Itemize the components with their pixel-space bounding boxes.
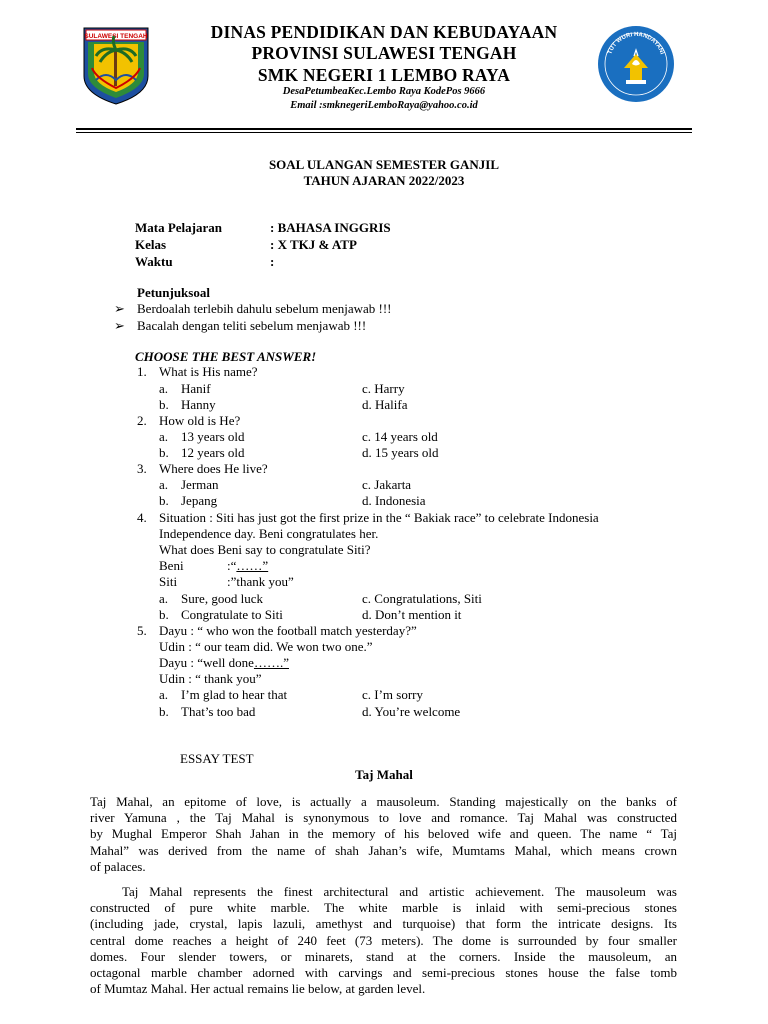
question-number: 4. xyxy=(137,510,147,525)
passage-line: domes. Four slender towers, or minarets, stand at the corners. Inside the mausoleum, an xyxy=(90,948,677,964)
header-divider-thick xyxy=(76,128,692,130)
option-b: That’s too bad xyxy=(181,704,256,719)
question-text: What does Beni say to congratulate Siti? xyxy=(159,542,371,557)
option-c: c. Jakarta xyxy=(362,477,412,492)
option-d: d. Halifa xyxy=(362,397,408,412)
dialog-speaker: Beni xyxy=(159,558,184,573)
arrow-bullet-icon: ➢ xyxy=(114,318,125,333)
info-value-time: : xyxy=(270,254,275,269)
logo-text-tut-wuri-handayani: TUT WURI HANDAYANI xyxy=(607,31,665,56)
option-a: Sure, good luck xyxy=(181,591,263,606)
instruction-item: Berdoalah terlebih dahulu sebelum menjawab !!! xyxy=(137,301,392,316)
header-agency: DINAS PENDIDIKAN DAN KEBUDAYAAN xyxy=(210,22,558,42)
passage-line: Taj Mahal, an epitome of love, is actually a mausoleum. Standing majestically on the banks of xyxy=(90,794,677,809)
option-letter: b. xyxy=(159,607,169,622)
exam-title: SOAL ULANGAN SEMESTER GANJIL xyxy=(268,157,500,172)
passage-line: Mahal” was derived from the name of shah Jahan’s wife, Mumtams Mahal, which means crown xyxy=(90,842,677,858)
info-label-class: Kelas xyxy=(135,237,167,252)
option-b: Congratulate to Siti xyxy=(181,607,283,622)
passage-line: of Mumtaz Mahal. Her actual remains lie below, at garden level. xyxy=(90,981,426,997)
option-d: d. Indonesia xyxy=(362,493,426,508)
question-text: Situation : Siti has just got the first prize in the “ Bakiak race” to celebrate Indonesia xyxy=(159,510,599,525)
passage-line: constructed of pure white marble. The white marble is inlaid with semi-precious stones xyxy=(90,900,677,916)
question-text: Where does He live? xyxy=(159,461,268,476)
info-value-subject: : BAHASA INGGRIS xyxy=(270,220,391,235)
option-d: d. Don’t mention it xyxy=(362,607,462,622)
header-email: Email :smknegeriLemboRaya@yahoo.co.id xyxy=(290,100,478,111)
passage-paragraph-2 xyxy=(90,884,677,997)
question-text: Independence day. Beni congratulates her. xyxy=(159,526,379,541)
passage-line: octagonal marble chamber adorned with carvings and semi-precious stones house the false tomb xyxy=(90,965,677,981)
essay-heading: ESSAY TEST xyxy=(180,751,254,766)
header-province: PROVINSI SULAWESI TENGAH xyxy=(251,43,517,63)
option-letter: a. xyxy=(159,381,169,396)
option-c: c. 14 years old xyxy=(362,429,438,444)
passage-line: river Yamuna , the Taj Mahal is synonymous to love and romance. Taj Mahal was constructed xyxy=(90,810,677,826)
question-number: 1. xyxy=(137,364,147,379)
option-letter: b. xyxy=(159,493,169,508)
question-text: What is His name? xyxy=(159,364,258,379)
option-b: Hanny xyxy=(181,397,216,412)
dialog-line: :“……” xyxy=(227,558,269,573)
mc-heading: CHOOSE THE BEST ANSWER! xyxy=(135,349,317,364)
option-letter: a. xyxy=(159,687,169,702)
question-text: Dayu : “ who won the football match yesterday?” xyxy=(159,623,417,638)
option-c: c. Harry xyxy=(362,381,405,396)
question-number: 2. xyxy=(137,413,147,428)
option-b: Jepang xyxy=(181,493,218,508)
passage-line: central dome reaches a height of 240 feet (73 meters). The dome is surrounded by four smaller xyxy=(90,932,677,948)
option-c: c. Congratulations, Siti xyxy=(362,591,482,606)
option-d: d. You’re welcome xyxy=(362,704,461,719)
passage-paragraph-1 xyxy=(90,794,677,875)
header-divider-thin xyxy=(76,132,692,133)
passage-line: of palaces. xyxy=(90,858,146,874)
passage-title: Taj Mahal xyxy=(355,767,413,782)
info-value-class: : X TKJ & ATP xyxy=(270,237,357,252)
dialog-line: Dayu : “well done…….” xyxy=(159,655,289,670)
question-text: How old is He? xyxy=(159,413,241,428)
dialog-line: :”thank you” xyxy=(227,574,294,589)
passage-line: (including jade, crystal, lapis lazuli, amethyst and turquoise) that form the intricate designs. Its xyxy=(90,916,677,932)
exam-year: TAHUN AJARAN 2022/2023 xyxy=(303,173,465,188)
dialog-speaker: Siti xyxy=(159,574,178,589)
crest-text-sulawesi-tengah: SULAWESI TENGAH xyxy=(84,33,148,40)
option-c: c. I’m sorry xyxy=(362,687,424,702)
passage-line: by Mughal Emperor Shah Jahan in the memory of his beloved wife and queen. The name “ Taj xyxy=(90,826,677,842)
header-school: SMK NEGERI 1 LEMBO RAYA xyxy=(257,65,511,85)
option-letter: b. xyxy=(159,397,169,412)
info-label-subject: Mata Pelajaran xyxy=(135,220,223,235)
option-letter: a. xyxy=(159,477,169,492)
option-letter: a. xyxy=(159,429,169,444)
option-a: 13 years old xyxy=(181,429,245,444)
instruction-item: Bacalah dengan teliti sebelum menjawab !!! xyxy=(137,318,367,333)
question-number: 3. xyxy=(137,461,147,476)
option-letter: a. xyxy=(159,591,169,606)
dialog-line: Udin : “ thank you” xyxy=(159,671,262,686)
info-label-time: Waktu xyxy=(135,254,173,269)
dialog-line: Udin : “ our team did. We won two one.” xyxy=(159,639,373,654)
option-a: Hanif xyxy=(181,381,211,396)
option-letter: b. xyxy=(159,445,169,460)
option-a: I’m glad to hear that xyxy=(181,687,288,702)
option-letter: b. xyxy=(159,704,169,719)
question-number: 5. xyxy=(137,623,147,638)
passage-line: Taj Mahal represents the finest architectural and artistic achievement. The mausoleum was xyxy=(122,884,677,899)
header-address: DesaPetumbeaKec.Lembo Raya KodePos 9666 xyxy=(282,86,486,97)
option-a: Jerman xyxy=(181,477,219,492)
instructions-heading: Petunjuksoal xyxy=(137,285,210,300)
arrow-bullet-icon: ➢ xyxy=(114,301,125,316)
option-d: d. 15 years old xyxy=(362,445,439,460)
option-b: 12 years old xyxy=(181,445,245,460)
